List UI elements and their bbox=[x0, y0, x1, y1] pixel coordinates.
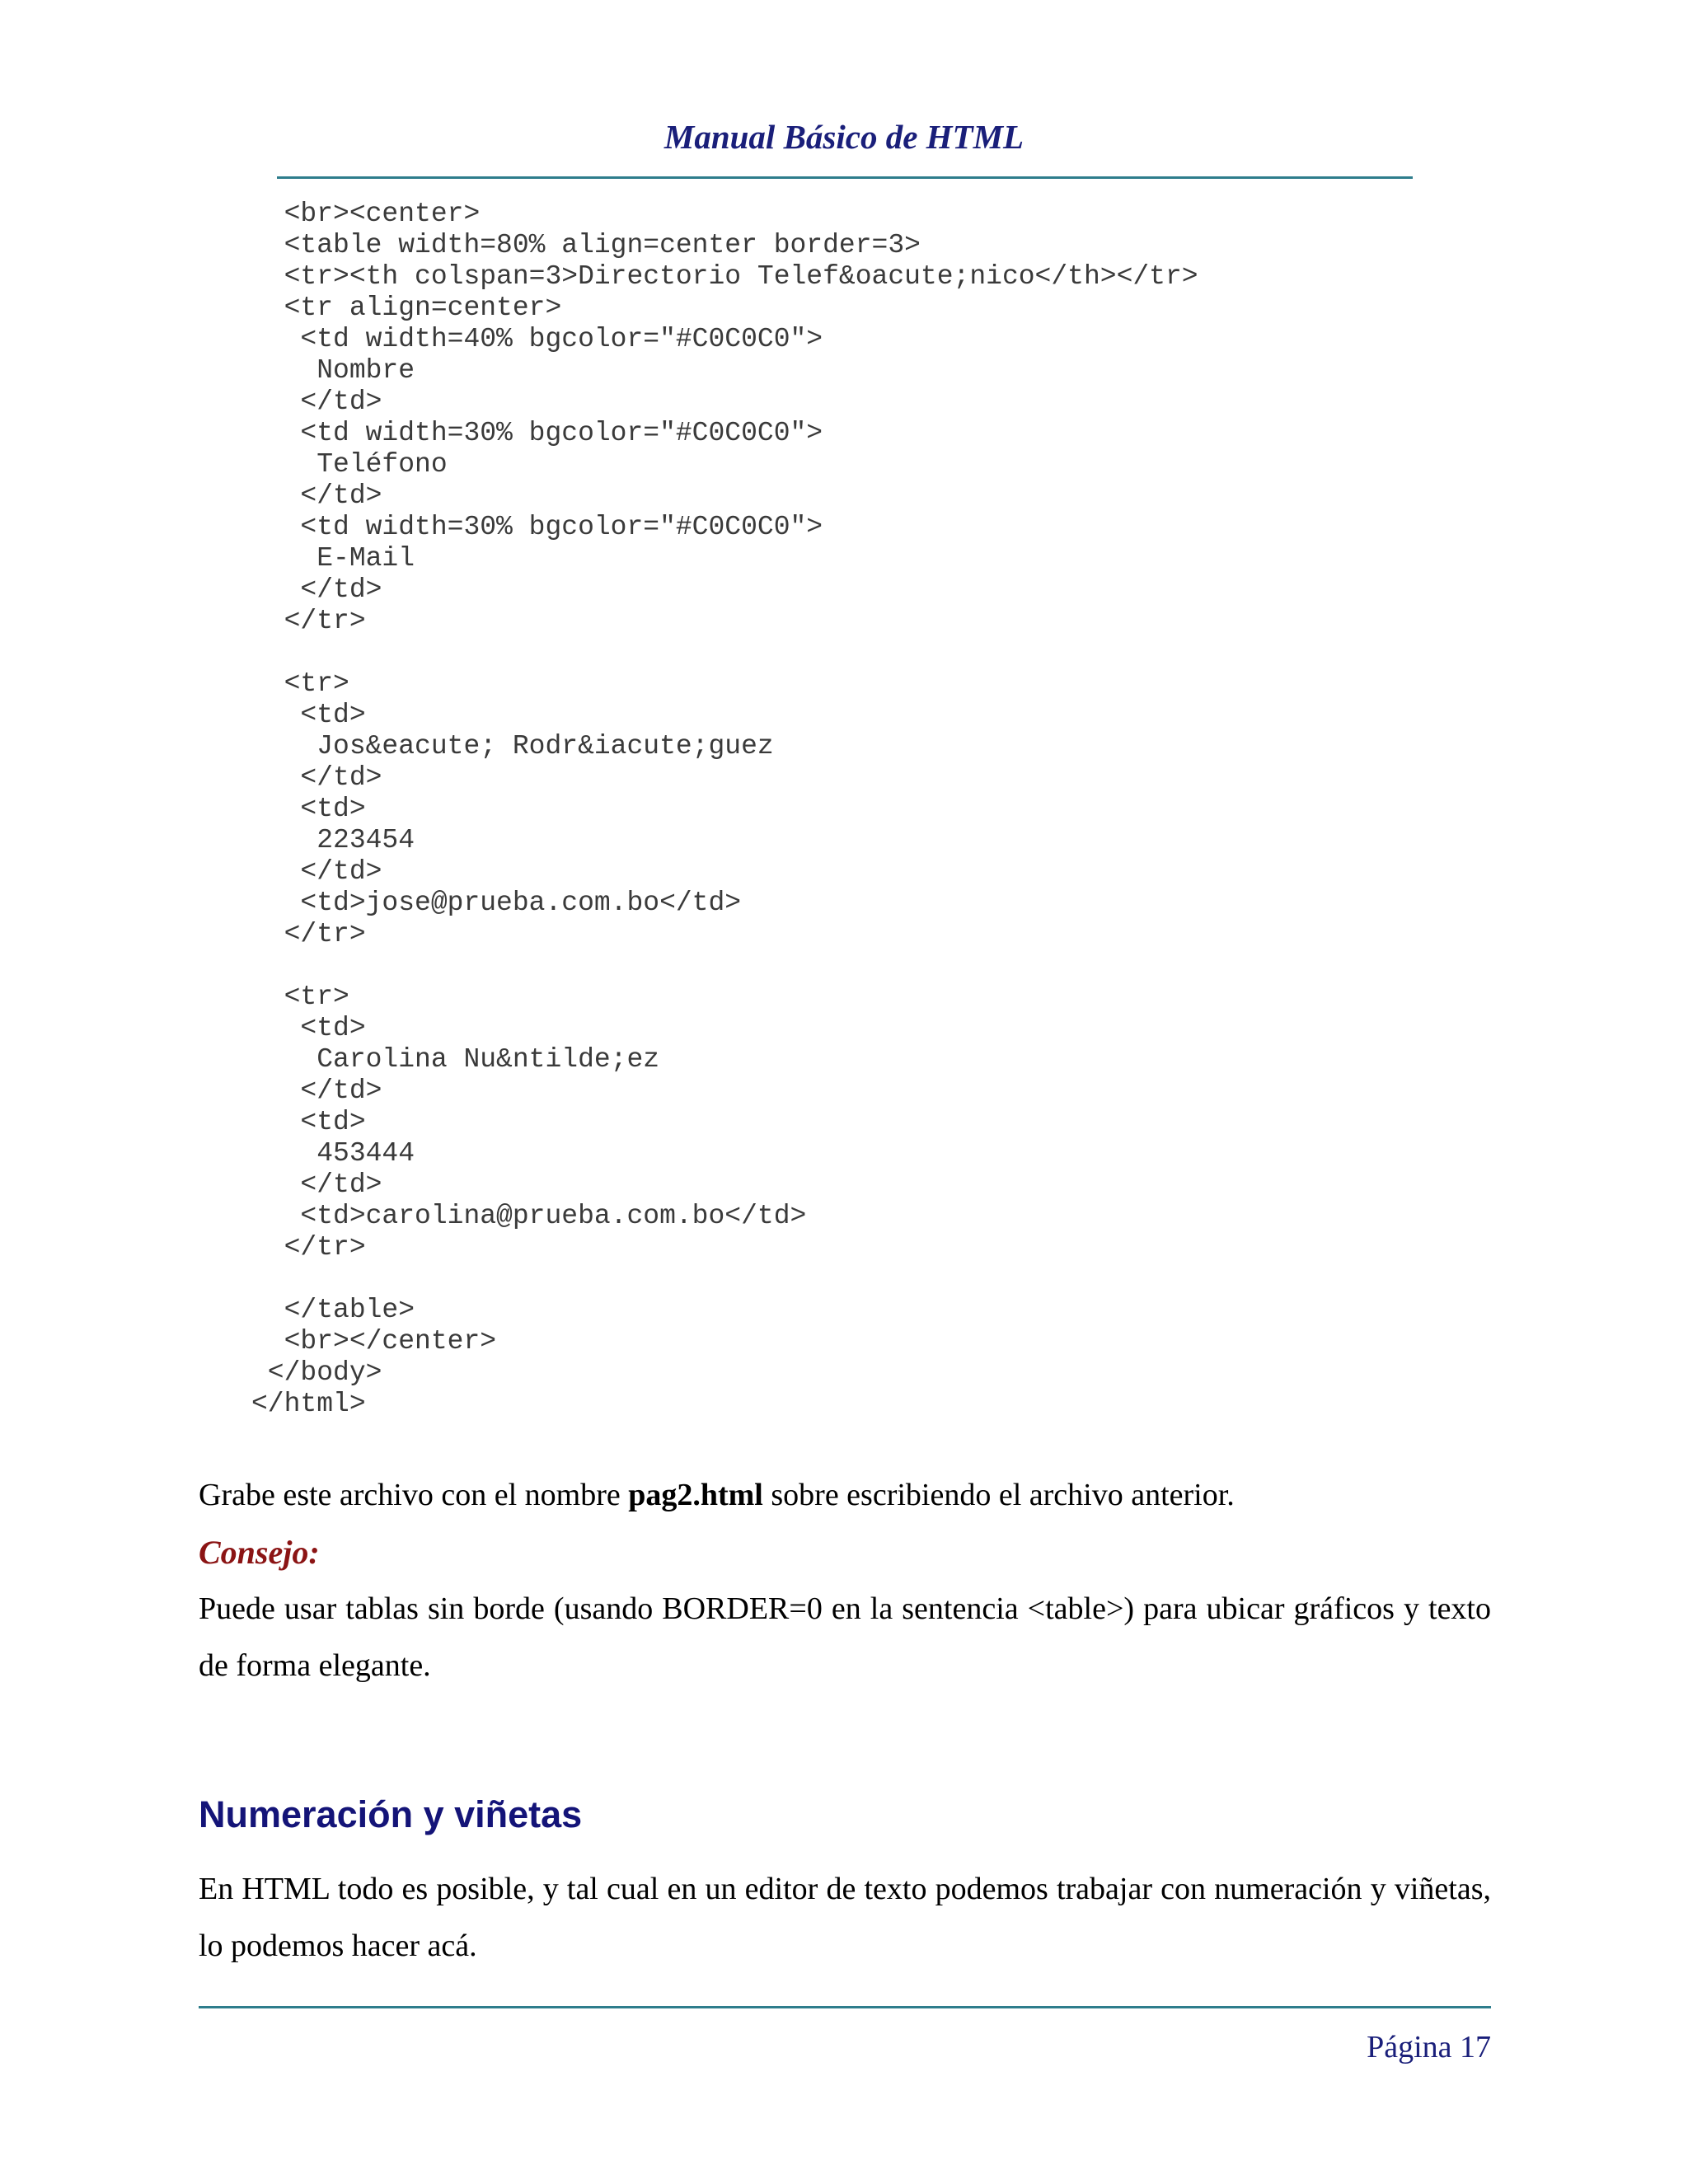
code-line: E-Mail bbox=[251, 543, 415, 574]
code-line: </td> bbox=[251, 856, 382, 887]
code-line: <td>carolina@prueba.com.bo</td> bbox=[251, 1201, 807, 1231]
code-line: </td> bbox=[251, 387, 382, 417]
code-line: <td> bbox=[251, 1107, 366, 1137]
tip-paragraph: Puede usar tablas sin borde (usando BORDER=0 en la sentencia <table>) para ubicar gráficos y texto de forma elegante. bbox=[199, 1591, 1491, 1683]
code-line: Jos&eacute; Rodr&iacute;guez bbox=[251, 731, 774, 762]
code-line: </td> bbox=[251, 480, 382, 511]
code-line: <td width=30% bgcolor="#C0C0C0"> bbox=[251, 512, 823, 542]
tip-label: Consejo: bbox=[199, 1534, 320, 1571]
code-line: <table width=80% align=center border=3> bbox=[251, 230, 921, 260]
save-text-before: Grabe este archivo con el nombre bbox=[199, 1478, 629, 1512]
code-line: <td> bbox=[251, 700, 366, 730]
code-line: <tr align=center> bbox=[251, 293, 562, 323]
section-heading: Numeración y viñetas bbox=[199, 1793, 583, 1835]
code-line: <td width=30% bgcolor="#C0C0C0"> bbox=[251, 418, 823, 448]
code-line: <tr><th colspan=3>Directorio Telef&oacute;nico</th></tr> bbox=[251, 261, 1198, 292]
page-header-title: Manual Básico de HTML bbox=[663, 118, 1025, 156]
code-listing bbox=[251, 199, 1198, 1420]
code-line: </tr> bbox=[251, 1232, 366, 1263]
code-line: <td> bbox=[251, 1013, 366, 1043]
save-text-after: sobre escribiendo el archivo anterior. bbox=[762, 1478, 1235, 1512]
code-line: </html> bbox=[251, 1389, 366, 1419]
code-line: </table> bbox=[251, 1295, 415, 1325]
code-line: </td> bbox=[251, 762, 382, 793]
code-line: <td>jose@prueba.com.bo</td> bbox=[251, 888, 742, 918]
code-line: </tr> bbox=[251, 919, 366, 949]
code-line: 223454 bbox=[251, 825, 415, 855]
code-line: <br><center> bbox=[251, 199, 481, 229]
footer-divider bbox=[199, 2006, 1491, 2008]
code-line: Carolina Nu&ntilde;ez bbox=[251, 1044, 660, 1075]
page-number: Página 17 bbox=[1367, 2030, 1491, 2064]
section-paragraph: En HTML todo es posible, y tal cual en un editor de texto podemos trabajar con numeración y viñetas, lo podemos hacer acá. bbox=[199, 1872, 1491, 1963]
header-divider bbox=[277, 176, 1413, 179]
code-line: <br></center> bbox=[251, 1326, 497, 1357]
code-line bbox=[251, 950, 1198, 982]
code-line: <tr> bbox=[251, 668, 349, 699]
code-line bbox=[251, 1263, 1198, 1295]
code-line: </body> bbox=[251, 1357, 382, 1388]
code-line: </td> bbox=[251, 1169, 382, 1200]
code-line: <td> bbox=[251, 794, 366, 824]
save-filename: pag2.html bbox=[628, 1478, 763, 1512]
code-line: Nombre bbox=[251, 355, 415, 386]
code-line: <td width=40% bgcolor="#C0C0C0"> bbox=[251, 324, 823, 354]
code-line: <tr> bbox=[251, 982, 349, 1012]
code-line: </td> bbox=[251, 574, 382, 605]
code-line: Teléfono bbox=[251, 449, 448, 480]
code-line: </td> bbox=[251, 1076, 382, 1106]
code-line: </tr> bbox=[251, 606, 366, 636]
save-instruction-paragraph bbox=[199, 1467, 1491, 1524]
code-line: 453444 bbox=[251, 1138, 415, 1169]
code-line bbox=[251, 637, 1198, 668]
